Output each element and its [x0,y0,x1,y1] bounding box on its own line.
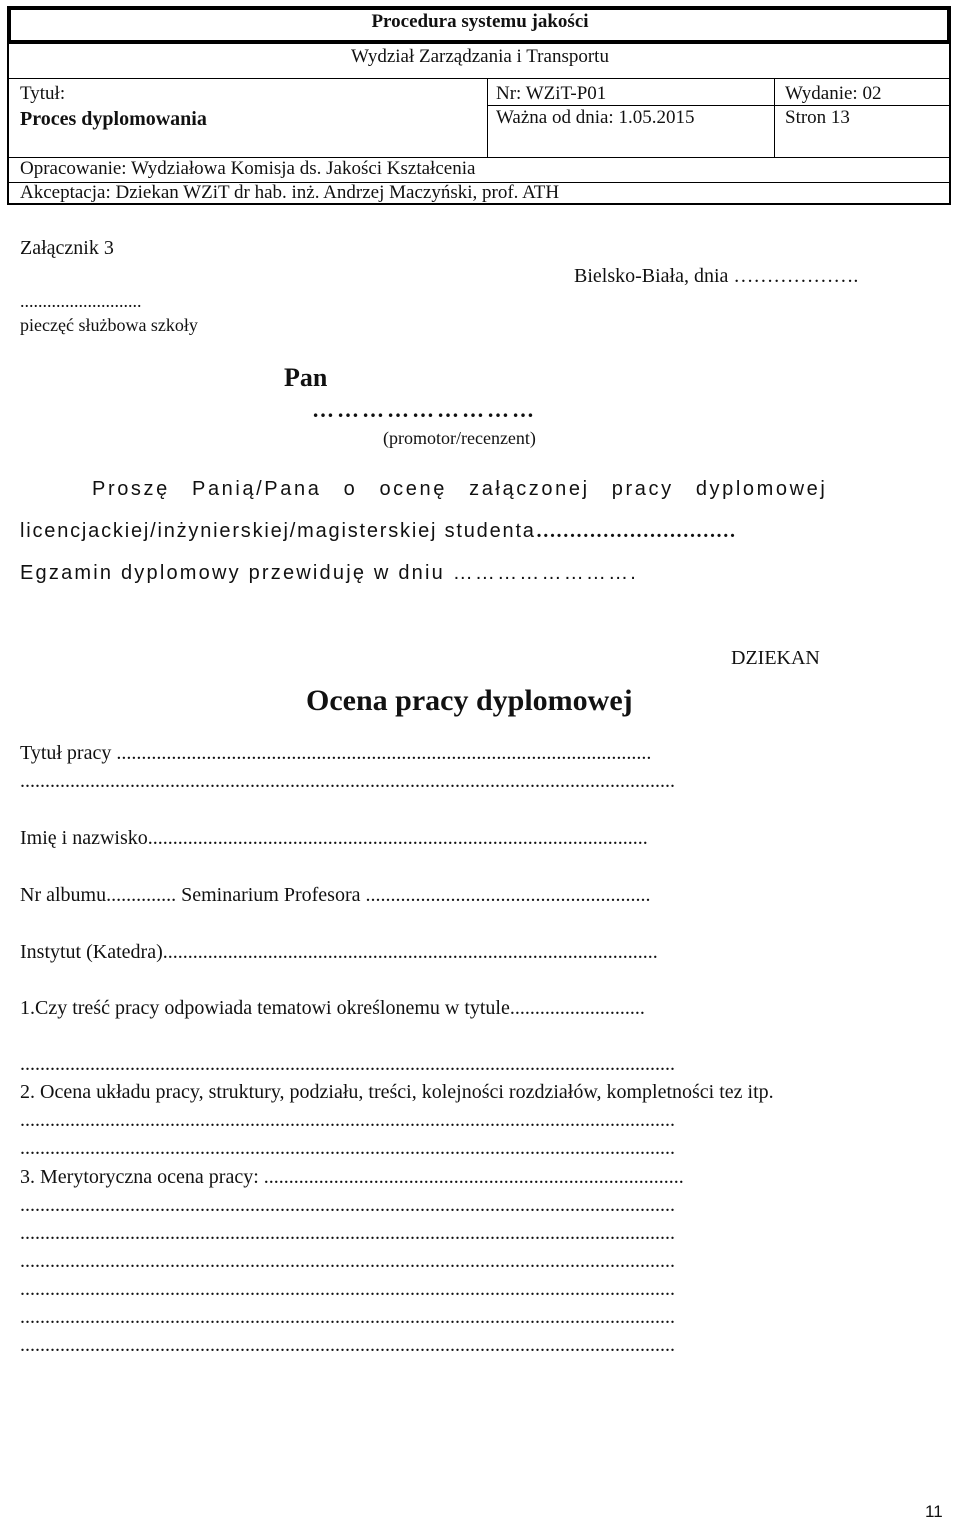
procedure-title: Procedura systemu jakości [371,11,589,32]
answer-line: ................................................................................................................................... [20,1250,675,1272]
answer-line: ................................................................................................................................... [20,1222,675,1244]
addressee-role: (promotor/recenzent) [383,428,536,448]
stamp-dots: ........................... [20,291,142,311]
answer-line: ................................................................................................................................... [20,1137,675,1159]
title-field-continuation: ................................................................................................................................... [20,770,675,792]
addressee-dots: ……………………… [312,397,537,422]
salutation: Pan [284,363,328,392]
question-1: 1.Czy treść pracy odpowiada tematowi określonemu w tytule........................... [20,997,645,1019]
doc-number: Nr: WZiT-P01 [496,83,607,104]
answer-line: ................................................................................................................................... [20,1306,675,1328]
divider [774,78,775,157]
divider [487,78,488,157]
place-date: Bielsko-Biała, dnia ………………. [574,265,859,287]
title-label: Tytuł: [20,83,66,104]
letter-body-line3: Egzamin dyplomowy przewiduję w dniu ……………………. [20,562,639,584]
album-seminar-field: Nr albumu.............. Seminarium Profesora ......................................................... [20,884,651,906]
letter-body-line2-text: licencjackiej/inżynierskiej/magisterskiej studenta [20,520,536,542]
student-dots: ………………………… [535,520,736,542]
answer-line: ................................................................................................................................... [20,1278,675,1300]
valid-from: Ważna od dnia: 1.05.2015 [496,107,695,128]
question-3: 3. Merytoryczna ocena pracy: .................................................................................... [20,1166,684,1188]
prepared-by: Opracowanie: Wydziałowa Komisja ds. Jakości Kształcenia [20,158,476,179]
signature-dean: DZIEKAN [731,647,820,669]
divider [487,105,951,106]
divider [8,78,951,79]
name-field: Imię i nazwisko.................................................................................................... [20,827,648,849]
answer-line: ................................................................................................................................... [20,1194,675,1216]
page-number: 11 [925,1502,943,1521]
institute-field: Instytut (Katedra)................................................................................................... [20,941,658,963]
letter-body-line1: Proszę Panią/Pana o ocenę załączonej pracy dyplomowej [92,478,828,500]
accepted-by: Akceptacja: Dziekan WZiT dr hab. inż. Andrzej Maczyński, prof. ATH [20,182,560,203]
faculty-name: Wydział Zarządzania i Transportu [351,46,609,67]
letter-body-line2 [20,520,736,543]
edition: Wydanie: 02 [785,83,882,104]
answer-line: ................................................................................................................................... [20,1334,675,1356]
attachment-label: Załącznik 3 [20,237,114,259]
title-field: Tytuł pracy ........................................................................................................... [20,742,652,764]
divider [8,43,951,44]
question-2: 2. Ocena układu pracy, struktury, podziału, treści, kolejności rozdziałów, kompletności tez itp. [20,1081,774,1103]
form-heading: Ocena pracy dyplomowej [306,684,633,717]
answer-line: ................................................................................................................................... [20,1053,675,1075]
page-count: Stron 13 [785,107,850,128]
answer-line: ................................................................................................................................... [20,1109,675,1131]
stamp-label: pieczęć służbowa szkoły [20,315,198,335]
title-value: Proces dyplomowania [20,108,207,130]
